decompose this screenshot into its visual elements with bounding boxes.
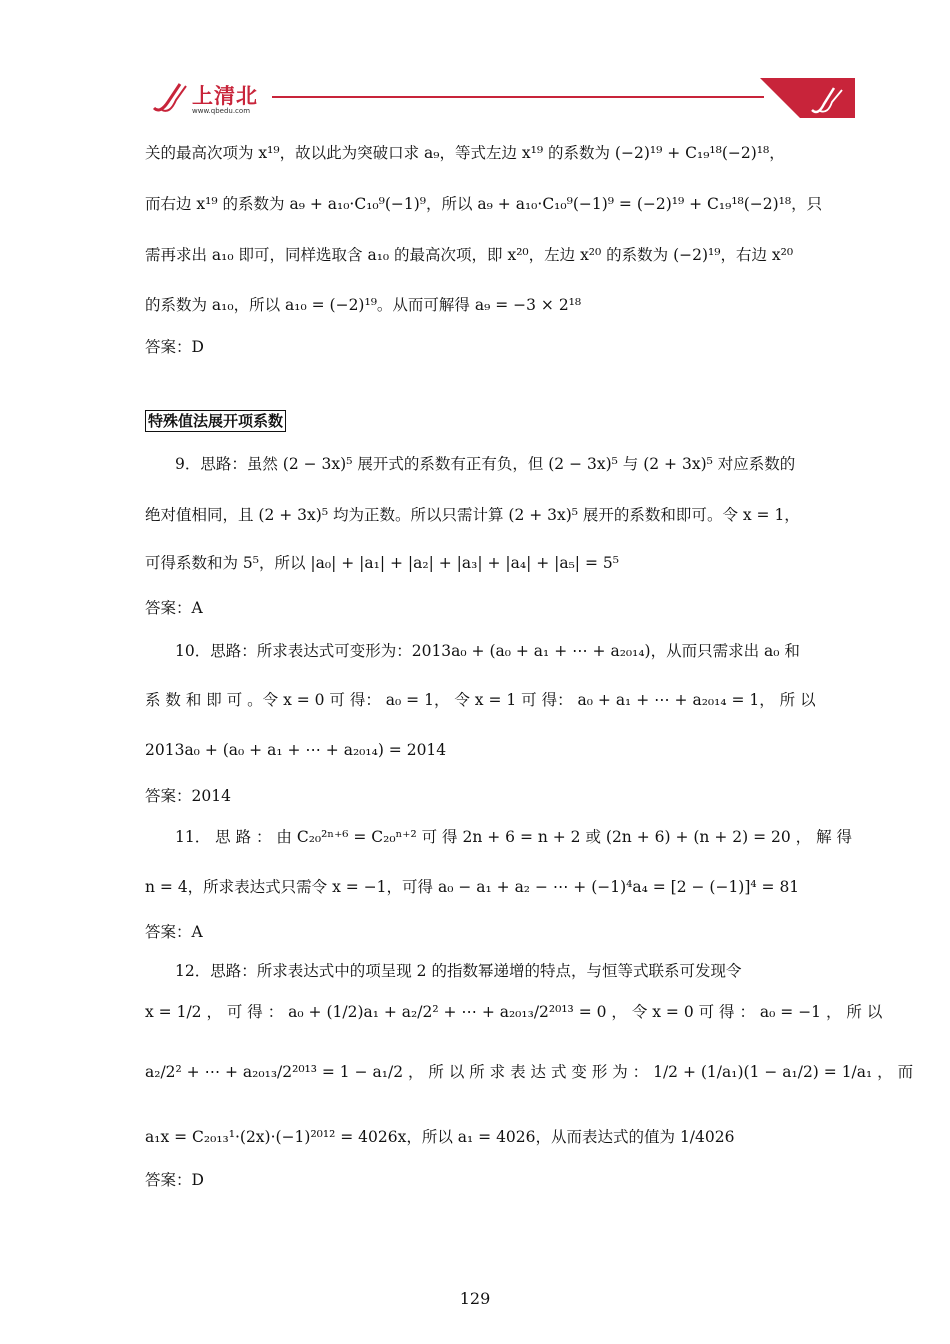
text-line: x = 1/2 ， 可 得 ： a₀ + (1/2)a₁ + a₂/2² + ⋯ + a₂₀₁₃/2²⁰¹³ = 0 ， 令 x = 0 可 得 ： a₀ = −1 ， 所 以 (145, 1003, 883, 1021)
header-corner-icon (760, 78, 855, 118)
text-line: 11． 思 路 ： 由 C₂₀²ⁿ⁺⁶ = C₂₀ⁿ⁺² 可 得 2n + 6 = n + 2 或 (2n + 6) + (n + 2) = 20 ， 解 得 (175, 828, 853, 846)
logo-name: 上清北 (192, 84, 258, 108)
text-line: 的系数为 a₁₀，所以 a₁₀ = (−2)¹⁹。从而可解得 a₉ = −3 × 2¹⁸ (145, 296, 582, 314)
header-rule (272, 96, 764, 98)
answer: 答案：2014 (145, 787, 231, 805)
answer: 答案：A (145, 923, 203, 941)
text-line: 2013a₀ + (a₀ + a₁ + ⋯ + a₂₀₁₄) = 2014 (145, 741, 447, 759)
answer: 答案：A (145, 599, 203, 617)
text-line: 而右边 x¹⁹ 的系数为 a₉ + a₁₀·C₁₀⁹(−1)⁹，所以 a₉ + a₁₀·C₁₀⁹(−1)⁹ = (−2)¹⁹ + C₁₉¹⁸(−2)¹⁸，只 (145, 195, 823, 213)
text-line: 系 数 和 即 可 。令 x = 0 可 得： a₀ = 1， 令 x = 1 可 得： a₀ + a₁ + ⋯ + a₂₀₁₄ = 1， 所 以 (145, 691, 816, 709)
answer: 答案：D (145, 1171, 204, 1189)
page-number: 129 (459, 1289, 491, 1308)
logo-mark-icon (150, 80, 190, 116)
answer: 答案：D (145, 338, 204, 356)
text-line: 12．思路：所求表达式中的项呈现 2 的指数幂递增的特点，与恒等式联系可发现令 (175, 962, 742, 980)
text-line: 绝对值相同，且 (2 + 3x)⁵ 均为正数。所以只需计算 (2 + 3x)⁵ 展开的系数和即可。令 x = 1， (145, 506, 800, 524)
text-line: 需再求出 a₁₀ 即可，同样选取含 a₁₀ 的最高次项，即 x²⁰，左边 x²⁰ 的系数为 (−2)¹⁹，右边 x²⁰ (145, 246, 794, 264)
text-line: 10．思路：所求表达式可变形为：2013a₀ + (a₀ + a₁ + ⋯ + a₂₀₁₄)，从而只需求出 a₀ 和 (175, 642, 800, 660)
text-line: 9．思路：虽然 (2 − 3x)⁵ 展开式的系数有正有负，但 (2 − 3x)⁵ 与 (2 + 3x)⁵ 对应系数的 (175, 455, 796, 473)
text-line: 关的最高次项为 x¹⁹，故以此为突破口求 a₉，等式左边 x¹⁹ 的系数为 (−2)¹⁹ + C₁₉¹⁸(−2)¹⁸， (145, 144, 785, 162)
text-line: n = 4，所求表达式只需令 x = −1，可得 a₀ − a₁ + a₂ − ⋯ + (−1)⁴a₄ = [2 − (−1)]⁴ = 81 (145, 878, 800, 896)
text-line: a₂/2² + ⋯ + a₂₀₁₃/2²⁰¹³ = 1 − a₁/2 ， 所 以 所 求 表 达 式 变 形 为 ： 1/2 + (1/a₁)(1 − a₁/2) = 1/a₁ ， 而 (145, 1063, 914, 1081)
logo (150, 80, 280, 118)
text-line: 可得系数和为 5⁵，所以 |a₀| + |a₁| + |a₂| + |a₃| + |a₄| + |a₅| = 5⁵ (145, 554, 619, 572)
logo-url: www.qbedu.com (192, 107, 251, 115)
section-title: 特殊值法展开项系数 (145, 410, 286, 432)
text-line: a₁x = C₂₀₁₃¹·(2x)·(−1)²⁰¹² = 4026x，所以 a₁ = 4026，从而表达式的值为 1/4026 (145, 1128, 735, 1146)
